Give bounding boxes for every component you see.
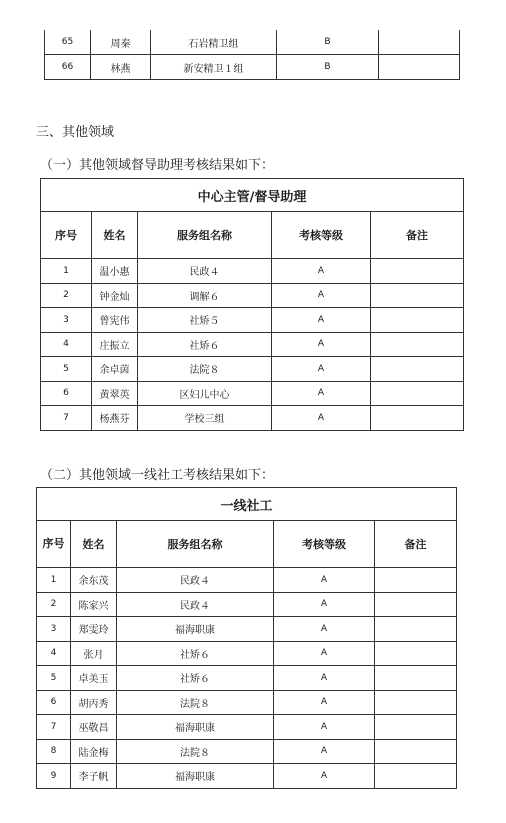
row-number: 66 — [45, 55, 91, 80]
row-name: 黄翠英 — [92, 381, 138, 406]
row-grade: A — [274, 690, 375, 715]
table-header-row — [37, 521, 457, 568]
header-note: 备注 — [375, 521, 457, 568]
table-row — [37, 592, 457, 617]
table-title: 一线社工 — [37, 488, 457, 521]
row-number: 2 — [37, 592, 71, 617]
row-name: 陆金梅 — [71, 739, 117, 764]
previous-results-table — [44, 30, 460, 80]
row-note — [375, 617, 457, 642]
table-row — [37, 666, 457, 691]
row-note — [375, 592, 457, 617]
header-grade: 考核等级 — [274, 521, 375, 568]
row-note — [371, 283, 464, 308]
table-row — [37, 739, 457, 764]
row-note — [375, 715, 457, 740]
row-number: 1 — [37, 568, 71, 593]
row-number: 5 — [41, 357, 92, 382]
row-name: 陈家兴 — [71, 592, 117, 617]
table-row — [41, 308, 464, 333]
table-row — [37, 715, 457, 740]
table-row — [37, 568, 457, 593]
row-name: 郑雯玲 — [71, 617, 117, 642]
row-grade: A — [272, 308, 371, 333]
row-name: 杨燕芬 — [92, 406, 138, 431]
row-grade: A — [272, 357, 371, 382]
row-name: 周秦 — [91, 30, 151, 55]
row-group: 福海职康 — [117, 617, 274, 642]
row-note — [371, 332, 464, 357]
table-row — [37, 641, 457, 666]
row-note — [375, 690, 457, 715]
row-number: 6 — [41, 381, 92, 406]
row-grade: A — [272, 381, 371, 406]
row-grade: A — [274, 568, 375, 593]
table-title: 中心主管/督导助理 — [41, 179, 464, 212]
table-row — [41, 406, 464, 431]
row-group: 福海职康 — [117, 764, 274, 789]
row-name: 余卓茵 — [92, 357, 138, 382]
row-grade: A — [272, 283, 371, 308]
row-grade: A — [272, 259, 371, 284]
row-grade: A — [274, 592, 375, 617]
row-note — [375, 764, 457, 789]
row-number: 2 — [41, 283, 92, 308]
header-number: 序号 — [37, 521, 71, 568]
row-grade: A — [272, 332, 371, 357]
row-name: 温小惠 — [92, 259, 138, 284]
table-row — [41, 332, 464, 357]
header-group: 服务组名称 — [138, 212, 272, 259]
row-group: 石岩精卫组 — [151, 30, 277, 55]
row-note — [371, 406, 464, 431]
row-group: 社矫６ — [138, 332, 272, 357]
row-group: 调解６ — [138, 283, 272, 308]
row-name: 钟金灿 — [92, 283, 138, 308]
row-group: 新安精卫１组 — [151, 55, 277, 80]
row-grade: A — [274, 739, 375, 764]
table-row — [45, 30, 460, 55]
header-note: 备注 — [371, 212, 464, 259]
row-number: 7 — [41, 406, 92, 431]
row-grade: B — [277, 30, 379, 55]
row-grade: A — [274, 641, 375, 666]
row-name: 曾宪伟 — [92, 308, 138, 333]
row-note — [375, 568, 457, 593]
table-row — [45, 55, 460, 80]
row-number: 9 — [37, 764, 71, 789]
row-number: 3 — [41, 308, 92, 333]
row-grade: A — [274, 666, 375, 691]
row-grade: A — [274, 764, 375, 789]
row-group: 社矫５ — [138, 308, 272, 333]
row-group: 法院８ — [117, 690, 274, 715]
row-group: 区妇儿中心 — [138, 381, 272, 406]
supervisor-results-table — [40, 178, 464, 431]
row-group: 福海职康 — [117, 715, 274, 740]
row-name: 卓美玉 — [71, 666, 117, 691]
table-row — [41, 381, 464, 406]
row-number: 1 — [41, 259, 92, 284]
row-number: 8 — [37, 739, 71, 764]
row-name: 林燕 — [91, 55, 151, 80]
table-row — [41, 283, 464, 308]
row-group: 法院８ — [117, 739, 274, 764]
header-name: 姓名 — [92, 212, 138, 259]
row-group: 社矫６ — [117, 666, 274, 691]
row-number: 5 — [37, 666, 71, 691]
row-name: 巫敬昌 — [71, 715, 117, 740]
row-note — [371, 381, 464, 406]
row-note — [371, 259, 464, 284]
row-number: 7 — [37, 715, 71, 740]
table-row — [41, 357, 464, 382]
row-group: 民政４ — [138, 259, 272, 284]
row-number: 3 — [37, 617, 71, 642]
row-grade: A — [274, 617, 375, 642]
row-number: 4 — [37, 641, 71, 666]
row-grade: A — [272, 406, 371, 431]
table-row — [41, 259, 464, 284]
row-number: 6 — [37, 690, 71, 715]
row-group: 社矫６ — [117, 641, 274, 666]
header-name: 姓名 — [71, 521, 117, 568]
row-note — [371, 308, 464, 333]
supervisor-subheading: （一）其他领域督导助理考核结果如下： — [40, 158, 275, 173]
row-grade: A — [274, 715, 375, 740]
row-name: 胡丙秀 — [71, 690, 117, 715]
row-note — [375, 641, 457, 666]
row-note — [379, 30, 460, 55]
table-row — [37, 617, 457, 642]
row-note — [371, 357, 464, 382]
table-header-row — [41, 212, 464, 259]
row-note — [375, 739, 457, 764]
table-row — [37, 690, 457, 715]
row-note — [379, 55, 460, 80]
row-number: 65 — [45, 30, 91, 55]
header-group: 服务组名称 — [117, 521, 274, 568]
row-name: 余东茂 — [71, 568, 117, 593]
header-number: 序号 — [41, 212, 92, 259]
section-heading: 三、其他领域 — [36, 125, 115, 140]
row-grade: B — [277, 55, 379, 80]
row-name: 李子帆 — [71, 764, 117, 789]
social-worker-subheading: （二）其他领域一线社工考核结果如下： — [40, 468, 275, 483]
row-group: 学校三组 — [138, 406, 272, 431]
header-grade: 考核等级 — [272, 212, 371, 259]
row-name: 庄振立 — [92, 332, 138, 357]
row-name: 张月 — [71, 641, 117, 666]
table-row — [37, 764, 457, 789]
row-group: 民政４ — [117, 592, 274, 617]
row-number: 4 — [41, 332, 92, 357]
row-note — [375, 666, 457, 691]
social-worker-results-table — [36, 487, 457, 789]
row-group: 法院８ — [138, 357, 272, 382]
row-group: 民政４ — [117, 568, 274, 593]
